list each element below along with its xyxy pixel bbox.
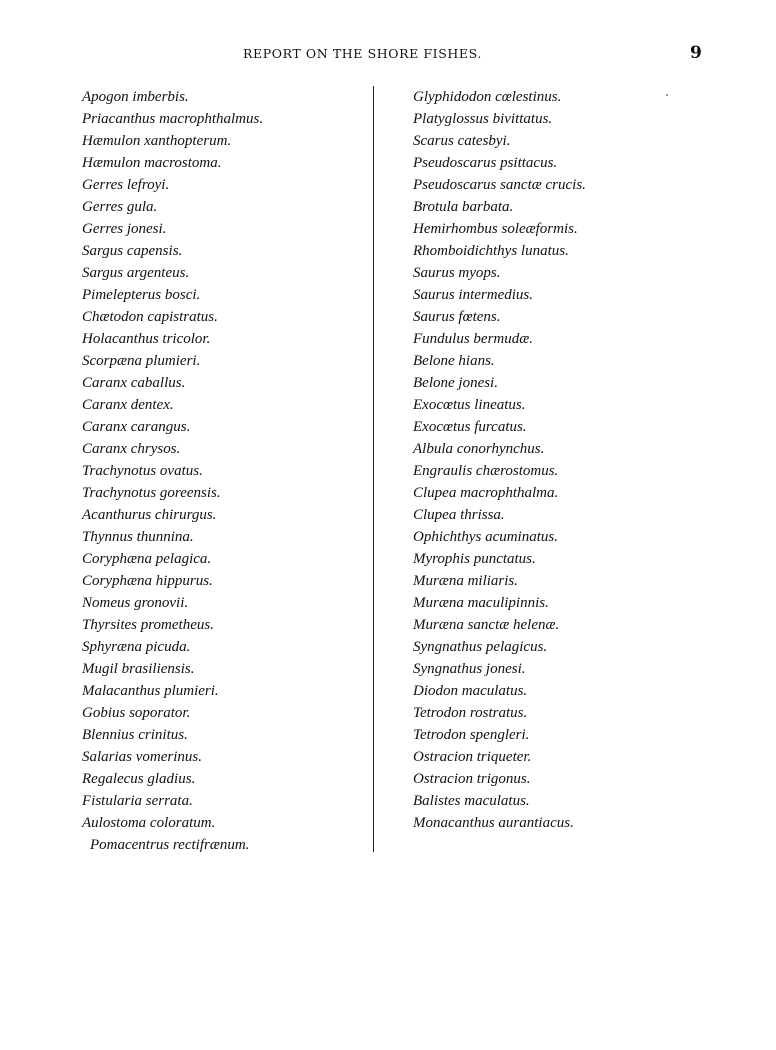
species-entry: Ostracion trigonus. [413,771,531,787]
species-entry: Myrophis punctatus. [413,551,536,567]
species-entry: Regalecus gladius. [82,771,196,787]
species-entry: Syngnathus jonesi. [413,661,526,677]
species-entry: Coryphæna pelagica. [82,551,212,567]
species-entry: Muræna sanctæ helenæ. [413,617,560,633]
species-entry: Brotula barbata. [413,199,514,215]
species-entry: Pseudoscarus sanctæ crucis. [413,177,586,193]
species-entry: Coryphæna hippurus. [82,573,213,589]
species-entry: Fistularia serrata. [82,793,193,809]
species-entry: Acanthurus chirurgus. [82,507,217,523]
species-entry: Syngnathus pelagicus. [413,639,548,655]
species-entry: Sphyræna picuda. [82,639,191,655]
species-entry: Albula conorhynchus. [413,441,545,457]
species-entry: Trachynotus goreensis. [82,485,221,501]
species-entry: Scarus catesbyi. [413,133,511,149]
species-entry: Thyrsites prometheus. [82,617,214,633]
species-entry: Malacanthus plumieri. [82,683,219,699]
species-entry: Tetrodon rostratus. [413,705,528,721]
page-number: 9 [690,43,702,63]
species-entry: Sargus capensis. [82,243,183,259]
species-entry: Blennius crinitus. [82,727,188,743]
species-entry: Salarias vomerinus. [82,749,202,765]
species-entry: Tetrodon spengleri. [413,727,530,743]
species-entry: Platyglossus bivittatus. [413,111,553,127]
species-entry: Aulostoma coloratum. [82,815,216,831]
species-entry: Diodon maculatus. [413,683,528,699]
running-header [0,43,776,70]
species-entry: Hæmulon xanthopterum. [82,133,232,149]
species-entry: Clupea thrissa. [413,507,505,523]
species-entry: Gobius soporator. [82,705,191,721]
species-entry: Gerres gula. [82,199,158,215]
species-entry: Nomeus gronovii. [82,595,189,611]
species-entry: Caranx caballus. [82,375,186,391]
species-entry: Pomacentrus rectifrænum. [90,837,250,853]
species-entry: Sargus argenteus. [82,265,190,281]
species-entry: Clupea macrophthalma. [413,485,559,501]
species-entry: Rhomboidichthys lunatus. [413,243,569,259]
species-entry: Exocœtus lineatus. [413,397,526,413]
species-list-left [82,86,362,856]
species-entry: Caranx dentex. [82,397,174,413]
species-entry: Saurus intermedius. [413,287,533,303]
print-speck [666,94,668,96]
species-entry: Ophichthys acuminatus. [413,529,558,545]
species-entry: Thynnus thunnina. [82,529,194,545]
species-entry: Muræna miliaris. [413,573,519,589]
species-entry: Caranx carangus. [82,419,191,435]
column-divider [373,86,374,852]
species-entry: Exocœtus furcatus. [413,419,527,435]
species-entry: Belone jonesi. [413,375,498,391]
species-entry: Belone hians. [413,353,495,369]
species-entry: Saurus fœtens. [413,309,501,325]
species-entry: Apogon imberbis. [82,89,189,105]
species-entry: Gerres jonesi. [82,221,167,237]
species-entry: Priacanthus macrophthalmus. [82,111,264,127]
species-entry: Engraulis chærostomus. [413,463,559,479]
species-entry: Saurus myops. [413,265,501,281]
species-entry: Ostracion triqueter. [413,749,532,765]
species-entry: Balistes maculatus. [413,793,530,809]
species-entry: Holacanthus tricolor. [82,331,211,347]
species-entry: Hemirhombus soleæformis. [413,221,578,237]
species-list-right [413,86,743,834]
species-entry: Mugil brasiliensis. [82,661,195,677]
species-entry: Pimelepterus bosci. [82,287,201,303]
running-title: REPORT ON THE SHORE FISHES. [243,46,482,61]
species-entry: Scorpæna plumieri. [82,353,201,369]
species-entry: Pseudoscarus psittacus. [413,155,558,171]
species-entry: Fundulus bermudæ. [413,331,533,347]
species-entry: Caranx chrysos. [82,441,181,457]
species-entry: Muræna maculipinnis. [413,595,549,611]
species-entry: Chætodon capistratus. [82,309,218,325]
species-entry: Glyphidodon cœlestinus. [413,89,562,105]
species-entry: Gerres lefroyi. [82,177,170,193]
species-entry: Hæmulon macrostoma. [82,155,222,171]
species-entry: Monacanthus aurantiacus. [413,815,574,831]
species-entry: Trachynotus ovatus. [82,463,203,479]
